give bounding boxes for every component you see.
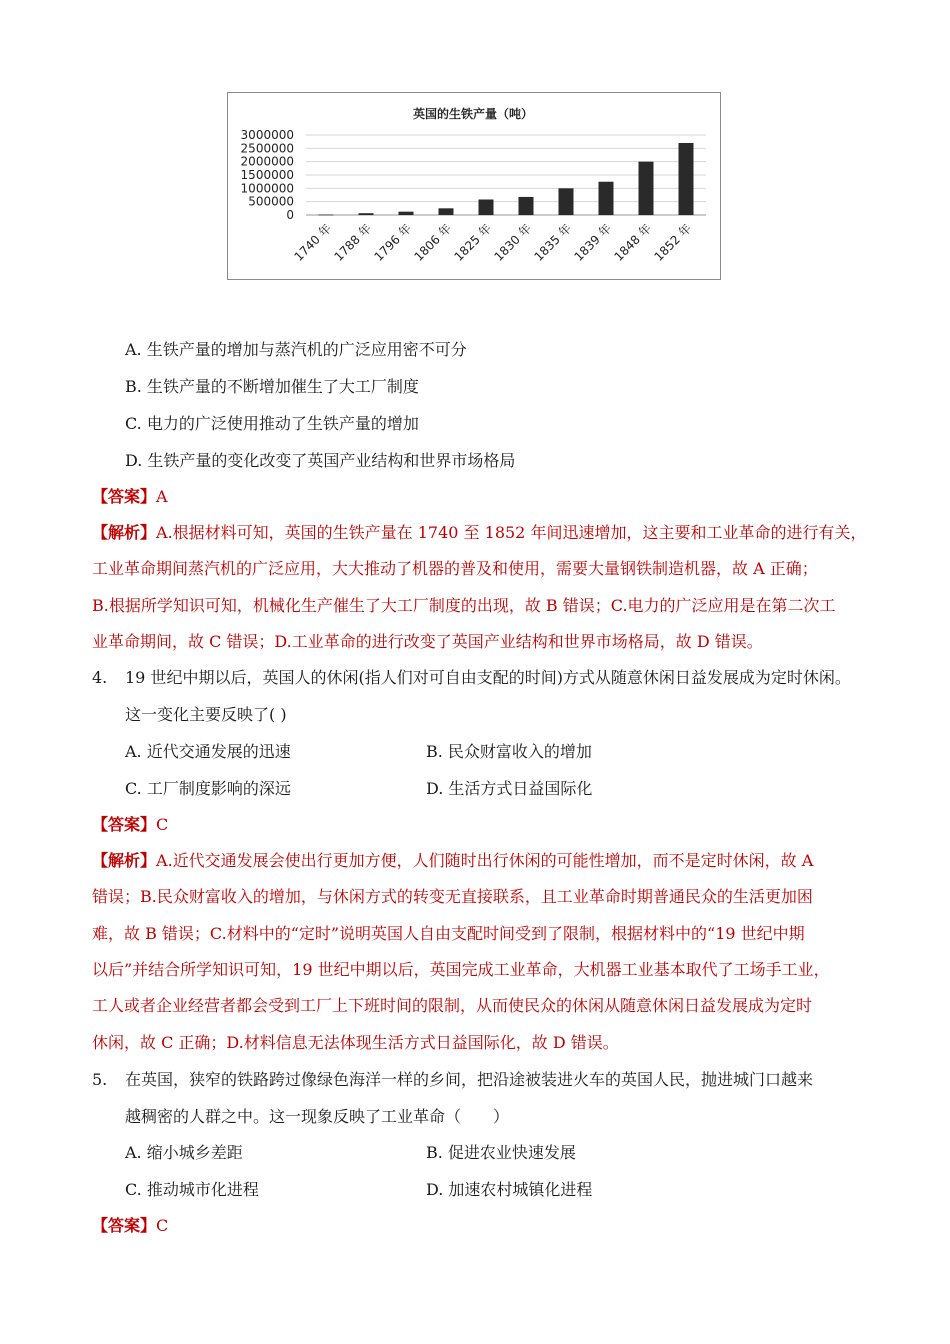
q5-option-d: D. 加速农村城镇化进程 (426, 1180, 593, 1199)
chart-title: 英国的生铁产量（吨） (412, 107, 534, 121)
answer-tag: 【答案】 (92, 487, 157, 506)
answer-tag: 【答案】 (92, 815, 157, 834)
x-tick-label: 1852 年 (651, 221, 695, 264)
answer-value: A (156, 487, 168, 506)
analysis-tag: 【解析】 (92, 851, 157, 870)
answer-tag: 【答案】 (92, 1216, 157, 1235)
q5-option-b: B. 促进农业快速发展 (426, 1143, 576, 1162)
q4-analysis-line-3: 难，故 B 错误；C.材料中的“定时”说明英国人自由支配时间受到了限制，根据材料中的“19 世纪中期 (92, 924, 805, 943)
q4-answer (92, 814, 168, 836)
bar (519, 197, 534, 215)
q5-option-c: C. 推动城市化进程 (125, 1180, 259, 1199)
q4-analysis-line-6: 休闲，故 C 正确；D.材料信息无法体现生活方式日益国际化，故 D 错误。 (92, 1033, 619, 1052)
q4-option-c: C. 工厂制度影响的深远 (125, 779, 291, 798)
q3-option-d: D. 生铁产量的变化改变了英国产业结构和世界市场格局 (125, 451, 516, 470)
q5-stem-line-1: 在英国，狭窄的铁路跨过像绿色海洋一样的乡间，把沿途被装进火车的英国人民，抛进城门口越来 (125, 1070, 814, 1089)
answer-value: C (156, 815, 169, 834)
q4-analysis-line-1 (92, 850, 813, 872)
q3-analysis-line-2: 工业革命期间蒸汽机的广泛应用，大大推动了机器的普及和使用，需要大量钢铁制造机器，故 A 正确； (92, 559, 818, 578)
q4-stem-line-2: 这一变化主要反映了( ) (125, 705, 287, 724)
q4-option-a: A. 近代交通发展的迅速 (125, 742, 291, 761)
q3-option-a: A. 生铁产量的增加与蒸汽机的广泛应用密不可分 (125, 340, 467, 359)
q5-answer (92, 1215, 168, 1237)
answer-value: C (156, 1216, 169, 1235)
q5-stem-line-2: 越稠密的人群之中。这一现象反映了工业革命（ ） (125, 1107, 510, 1126)
y-tick-label: 1000000 (240, 181, 294, 196)
x-tick-label: 1830 年 (491, 221, 535, 264)
y-tick-label: 3000000 (240, 128, 294, 142)
analysis-tag: 【解析】 (92, 523, 157, 542)
bar (399, 212, 414, 215)
q4-option-d: D. 生活方式日益国际化 (426, 779, 593, 798)
y-tick-label: 0 (286, 208, 294, 222)
x-tick-label: 1796 年 (371, 221, 415, 264)
bar (679, 143, 694, 215)
q3-option-c: C. 电力的广泛使用推动了生铁产量的增加 (125, 414, 419, 433)
x-tick-label: 1806 年 (411, 221, 455, 264)
x-tick-label: 1788 年 (331, 221, 375, 264)
bar (359, 213, 374, 215)
bar (639, 162, 654, 215)
x-tick-label: 1839 年 (571, 221, 615, 264)
bar (319, 215, 334, 216)
bar (559, 188, 574, 215)
analysis-text: A.近代交通发展会使出行更加方便，人们随时出行休闲的可能性增加，而不是定时休闲，故 A (156, 851, 814, 870)
y-tick-label: 2500000 (240, 141, 294, 156)
q3-analysis-line-4: 业革命期间，故 C 错误；D.工业革命的进行改变了英国产业结构和世界市场格局，故 D 错误。 (92, 632, 763, 651)
y-tick-label: 1500000 (240, 168, 294, 182)
q3-answer (92, 486, 168, 508)
chart-svg (228, 93, 719, 278)
q3-analysis-line-3: B.根据所学知识可知，机械化生产催生了大工厂制度的出现，故 B 错误；C.电力的广泛应用是在第二次工 (92, 596, 836, 615)
q4-analysis-line-2: 错误；B.民众财富收入的增加，与休闲方式的转变无直接联系，且工业革命时期普通民众的生活更加困 (92, 887, 813, 906)
q3-analysis-line-1 (92, 522, 866, 544)
q4-stem-line-1: 19 世纪中期以后，英国人的休闲(指人们对可自由支配的时间)方式从随意休闲日益发展成为定时休闲。 (125, 668, 851, 687)
x-tick-label: 1740 年 (291, 221, 335, 264)
bar (599, 182, 614, 215)
x-tick-label: 1848 年 (611, 221, 655, 264)
q5-option-a: A. 缩小城乡差距 (125, 1143, 243, 1162)
bar (439, 208, 454, 215)
q4-option-b: B. 民众财富收入的增加 (426, 742, 592, 761)
bar (479, 200, 494, 215)
q3-option-b: B. 生铁产量的不断增加催生了大工厂制度 (125, 377, 419, 396)
y-tick-label: 2000000 (240, 154, 294, 169)
q4-analysis-line-4: 以后”并结合所学知识可知，19 世纪中期以后，英国完成工业革命，大机器工业基本取代了工场手工业， (92, 960, 830, 979)
q4-analysis-line-5: 工人或者企业经营者都会受到工厂上下班时间的限制，从而使民众的休闲从随意休闲日益发展成为定时 (92, 996, 813, 1015)
analysis-text: A.根据材料可知，英国的生铁产量在 1740 至 1852 年间迅速增加，这主要和工业革命的进行有关， (156, 523, 867, 542)
y-tick-label: 500000 (248, 194, 294, 209)
iron-output-chart (227, 92, 721, 280)
q5-number: 5. (92, 1070, 108, 1089)
x-tick-label: 1835 年 (531, 221, 575, 264)
x-tick-label: 1825 年 (451, 221, 495, 264)
q4-number: 4. (92, 668, 108, 687)
